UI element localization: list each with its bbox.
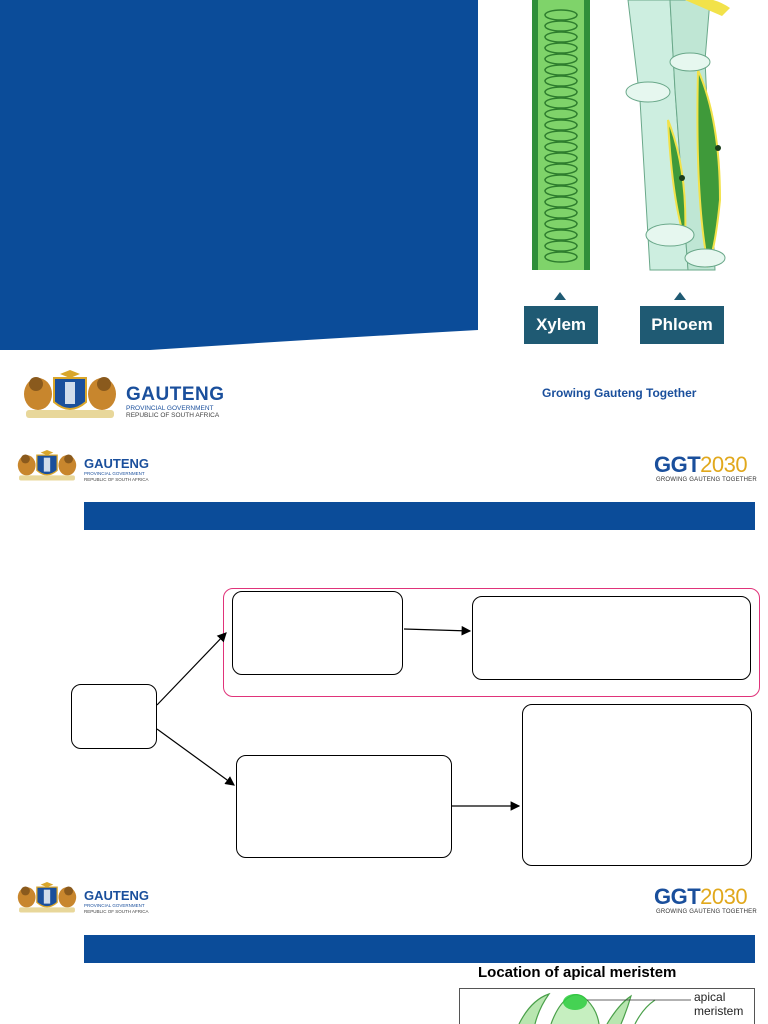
diagram-box-lower-left: [236, 755, 452, 858]
brand-sub-line-1: PROVINCIAL GOVERNMENT: [126, 405, 214, 412]
brand-sub-line-2: REPUBLIC OF SOUTH AFRICA: [84, 477, 149, 482]
ggt-logo-part-a: GGT: [654, 452, 701, 477]
brand-name: GAUTENG: [126, 384, 225, 405]
figure-label-apical: apical: [694, 990, 726, 1004]
phloem-tube: [626, 0, 730, 270]
gauteng-coat-of-arms-icon: [14, 440, 80, 488]
tagline: Growing Gauteng Together: [542, 386, 697, 400]
title-bar: [84, 935, 755, 963]
brand-sub-line-1: PROVINCIAL GOVERNMENT: [84, 471, 145, 476]
ggt2030-logo: [654, 452, 747, 478]
ggt2030-tagline: GROWING GAUTENG TOGETHER: [656, 477, 757, 483]
figure-label-meristem: meristem: [694, 1004, 744, 1018]
arrow-root-to-lower: [157, 729, 234, 785]
ggt-logo-part-a: GGT: [654, 884, 701, 909]
brand-sub-line-2: REPUBLIC OF SOUTH AFRICA: [84, 909, 149, 914]
blue-title-panel: [0, 0, 478, 350]
arrow-root-to-upper: [157, 633, 226, 705]
xylem-label: Xylem: [524, 306, 598, 344]
ggt-logo-part-b: 2030: [700, 884, 748, 909]
xylem-vessel: [532, 0, 590, 270]
gauteng-coat-of-arms-icon: [18, 364, 122, 420]
title-bar: [84, 502, 755, 530]
brand-sub-line-2: REPUBLIC OF SOUTH AFRICA: [126, 412, 220, 419]
xylem-phloem-illustration: [500, 0, 768, 350]
diagram-box-lower-right: [522, 704, 752, 866]
ggt2030-tagline: GROWING GAUTENG TOGETHER: [656, 909, 757, 915]
brand-name: GAUTENG: [84, 456, 149, 471]
diagram-box-upper-left: [232, 591, 403, 675]
gauteng-coat-of-arms-icon: [14, 872, 80, 920]
phloem-label: Phloem: [640, 306, 724, 344]
figure-title: Location of apical meristem: [478, 964, 677, 981]
brand-name: GAUTENG: [84, 888, 149, 903]
ggt-logo-part-b: 2030: [700, 452, 748, 477]
brand-sub-line-1: PROVINCIAL GOVERNMENT: [84, 903, 145, 908]
ggt2030-logo: [654, 884, 747, 910]
diagram-box-upper-right: [472, 596, 751, 680]
diagram-box-root: [71, 684, 157, 749]
